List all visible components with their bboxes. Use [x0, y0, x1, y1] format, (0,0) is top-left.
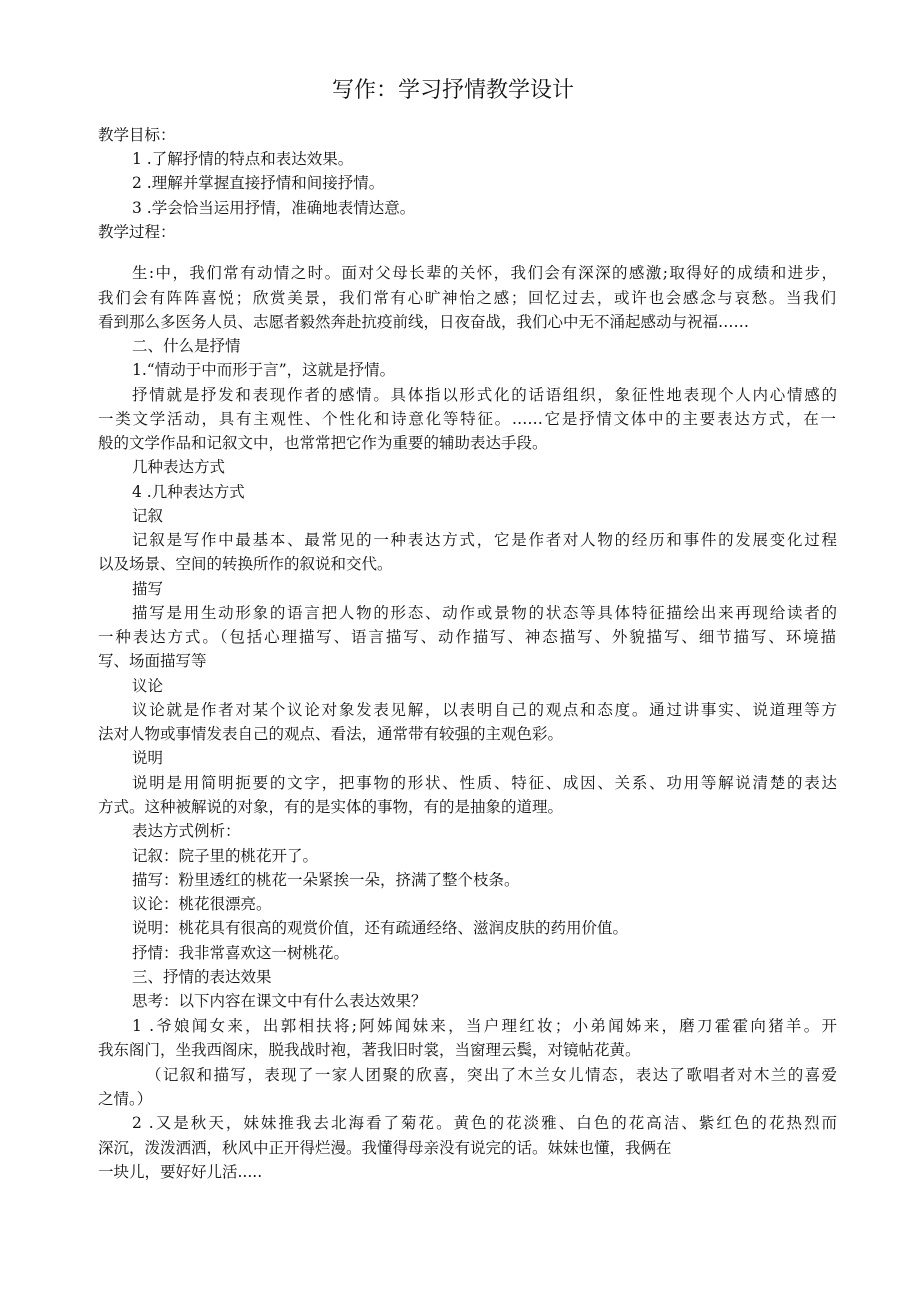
- narration-text-line: 以及场景、空间的转换所作的叙说和交代。: [98, 555, 393, 573]
- exposition-label: 说明: [132, 749, 164, 767]
- document-title: 写作：学习抒情教学设计: [332, 78, 575, 103]
- argument-label: 议论: [132, 677, 164, 695]
- item-1-line: 我东阁门，坐我西阁床，脱我战时袍，著我旧时裳，当窗理云鬓，对镜帖花黄。: [98, 1041, 641, 1059]
- think-prompt: 思考：以下内容在课文中有什么表达效果？: [132, 992, 427, 1010]
- objectives-heading: 教学目标：: [98, 126, 176, 144]
- intro-paragraph-line: 看到那么多医务人员、志愿者毅然奔赴抗疫前线，日夜奋战，我们心中无不涌起感动与祝福……: [98, 313, 750, 331]
- item-2-line: 一块儿，要好好儿活.....: [98, 1163, 263, 1181]
- narration-text-line: 记叙是写作中最基本、最常见的一种表达方式，它是作者对人物的经历和事件的发展变化过程: [132, 531, 837, 549]
- item-2-line: 深沉，泼泼洒洒，秋风中正开得烂漫。我懂得母亲没有说完的话。妹妹也懂，我俩在: [98, 1139, 672, 1157]
- example-item: 说明：桃花具有很高的观赏价值，还有疏通经络、滋润皮肤的药用价值。: [132, 919, 629, 937]
- item-1-line: 1 .爷娘闻女来，出郭相扶将;阿姊闻妹来，当户理红妆；小弟闻姊来，磨刀霍霍向猪羊。开: [132, 1017, 837, 1035]
- section-2-quote: 1.“情动于中而形于言”，这就是抒情。: [132, 361, 396, 379]
- modes-heading: 几种表达方式: [132, 458, 226, 476]
- example-item: 描写：粉里透红的桃花一朵紧挨一朵，挤满了整个枝条。: [132, 871, 520, 889]
- section-2-paragraph-line: 般的文学作品和记叙文中，也常常把它作为重要的辅助表达手段。: [98, 434, 548, 452]
- section-2-paragraph-line: 抒情就是抒发和表现作者的感情。具体指以形式化的话语组织，象征性地表现个人内心情感的: [132, 386, 837, 404]
- section-heading-what-is-lyricism: 二、什么是抒情: [132, 337, 241, 355]
- example-item: 记叙：院子里的桃花开了。: [132, 847, 319, 865]
- modes-heading-numbered: 4 .几种表达方式: [132, 483, 245, 501]
- item-1-note-line: （记叙和描写，表现了一家人团聚的欣喜，突出了木兰女儿情态，表达了歌唱者对木兰的喜爱: [146, 1066, 837, 1084]
- argument-text-line: 法对人物或事情发表自己的观点、看法，通常带有较强的主观色彩。: [98, 725, 564, 743]
- description-text-line: 写、场面描写等: [98, 652, 207, 670]
- process-heading: 教学过程：: [98, 223, 176, 241]
- objective-item: 2 .理解并掌握直接抒情和间接抒情。: [132, 174, 385, 192]
- description-text-line: 描写是用生动形象的语言把人物的形态、动作或景物的状态等具体特征描绘出来再现给读者的: [132, 604, 837, 622]
- item-1-note-line: 之情。）: [98, 1090, 153, 1108]
- narration-label: 记叙: [132, 507, 164, 525]
- section-heading-expressive-effect: 三、抒情的表达效果: [132, 968, 272, 986]
- exposition-text-line: 说明是用简明扼要的文字，把事物的形状、性质、特征、成因、关系、功用等解说清楚的表达: [132, 774, 837, 792]
- argument-text-line: 议论就是作者对某个议论对象发表见解，以表明自己的观点和态度。通过讲事实、说道理等方: [132, 701, 837, 719]
- exposition-text-line: 方式。这种被解说的对象，有的是实体的事物，有的是抽象的道理。: [98, 798, 564, 816]
- description-label: 描写: [132, 580, 164, 598]
- intro-paragraph-line: 生:中，我们常有动情之时。面对父母长辈的关怀，我们会有深深的感激;取得好的成绩和进步，: [132, 264, 837, 282]
- item-2-line: 2 .又是秋天，妹妹推我去北海看了菊花。黄色的花淡雅、白色的花高洁、紫红色的花热烈而: [132, 1114, 837, 1132]
- examples-heading: 表达方式例析：: [132, 822, 241, 840]
- description-text-line: 一种表达方式。（包括心理描写、语言描写、动作描写、神态描写、外貌描写、细节描写、环境描: [98, 628, 836, 646]
- example-item: 议论：桃花很漂亮。: [132, 895, 272, 913]
- intro-paragraph-line: 我们会有阵阵喜悦；欣赏美景，我们常有心旷神怡之感；回忆过去，或许也会感念与哀愁。当我们: [98, 289, 836, 307]
- objective-item: 3 .学会恰当运用抒情，准确地表情达意。: [132, 199, 416, 217]
- section-2-paragraph-line: 一类文学活动，具有主观性、个性化和诗意化等特征。……它是抒情文体中的主要表达方式，在一: [98, 410, 836, 428]
- example-item: 抒情：我非常喜欢这一树桃花。: [132, 944, 350, 962]
- objective-item: 1 .了解抒情的特点和表达效果。: [132, 150, 354, 168]
